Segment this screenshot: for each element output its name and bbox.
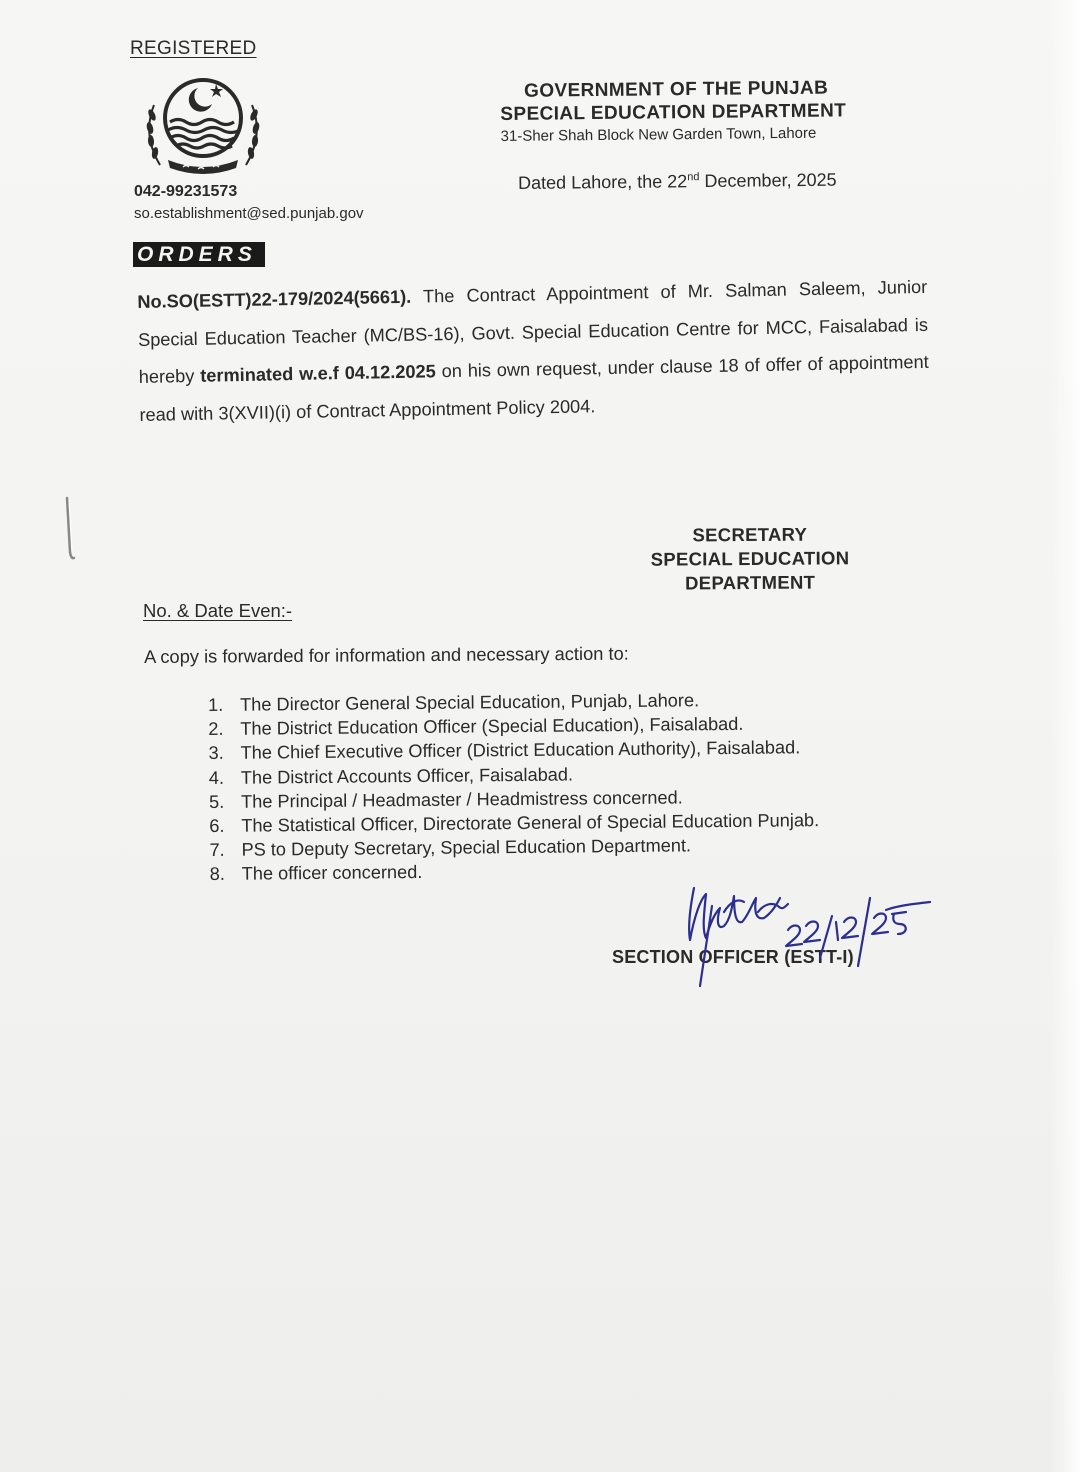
phone-number: 042-99231573 <box>134 183 238 200</box>
orders-label: ORDERS <box>133 242 265 267</box>
section-officer-title: SECTION OFFICER (ESTT-I) <box>612 947 854 967</box>
secretary-signature-block <box>610 522 890 596</box>
secretary-line1: SECRETARY <box>692 523 808 546</box>
list-item-number: 8. <box>209 864 226 885</box>
org-line2: SPECIAL EDUCATION DEPARTMENT <box>500 100 847 125</box>
order-paragraph <box>137 269 930 434</box>
list-item-number: 2. <box>208 719 224 740</box>
list-item-text: The Director General Special Education, Punjab, Lahore. <box>240 690 700 715</box>
dated-line <box>518 170 837 194</box>
forwarded-text: A copy is forwarded for information and necessary action to: <box>144 642 629 667</box>
org-line1: GOVERNMENT OF THE PUNJAB <box>524 77 829 102</box>
list-item-text: The Principal / Headmaster / Headmistress concerned. <box>240 787 683 812</box>
punjab-government-seal-icon <box>138 70 268 180</box>
list-item-number: 7. <box>209 840 225 861</box>
department-header <box>500 76 847 148</box>
distribution-list <box>208 687 820 886</box>
no-date-even: No. & Date Even:- <box>143 600 293 621</box>
list-item-text: The District Education Officer (Special Education), Faisalabad. <box>240 714 744 739</box>
staple-mark-icon <box>64 496 78 562</box>
secretary-line3: DEPARTMENT <box>685 571 816 594</box>
list-item-number: 6. <box>209 815 225 837</box>
termination-date-text: terminated w.e.f 04.12.2025 <box>200 361 436 386</box>
handwritten-signature <box>660 868 950 993</box>
list-item-number: 4. <box>208 767 225 788</box>
order-text-part2: on his own request, under clause 18 of offer of appointment read with 3(XVII)(i) of Contract Appointment Policy 2004. <box>139 351 929 425</box>
dated-suffix: nd <box>687 171 700 184</box>
list-item-number: 1. <box>208 694 224 715</box>
list-item-text: The Chief Executive Officer (District Education Authority), Faisalabad. <box>240 737 801 764</box>
email-address: so.establishment@sed.punjab.gov <box>134 205 364 222</box>
list-item-text: The District Accounts Officer, Faisalabad. <box>240 764 574 788</box>
registered-label: REGISTERED <box>130 38 257 59</box>
dated-prefix: Dated Lahore, the 22 <box>518 171 688 193</box>
order-reference-number: No.SO(ESTT)22-179/2024(5661). <box>137 286 412 312</box>
list-item-text: PS to Deputy Secretary, Special Education Department. <box>241 835 692 860</box>
order-text-part1: The Contract Appointment of Mr. Salman Saleem, Junior Special Education Teacher (MC/BS-16), Govt. Special Education Centre for MCC, Faisalabad is hereby <box>137 276 929 387</box>
list-item-number: 5. <box>208 791 225 812</box>
list-item-text: The Statistical Officer, Directorate General of Special Education Punjab. <box>241 810 820 836</box>
list-item-number: 3. <box>208 743 224 764</box>
list-item-text: The officer concerned. <box>241 862 423 885</box>
org-address: 31-Sher Shah Block New Garden Town, Lahore <box>500 124 817 145</box>
dated-rest: December, 2025 <box>699 169 837 192</box>
secretary-line2: SPECIAL EDUCATION <box>650 547 850 570</box>
